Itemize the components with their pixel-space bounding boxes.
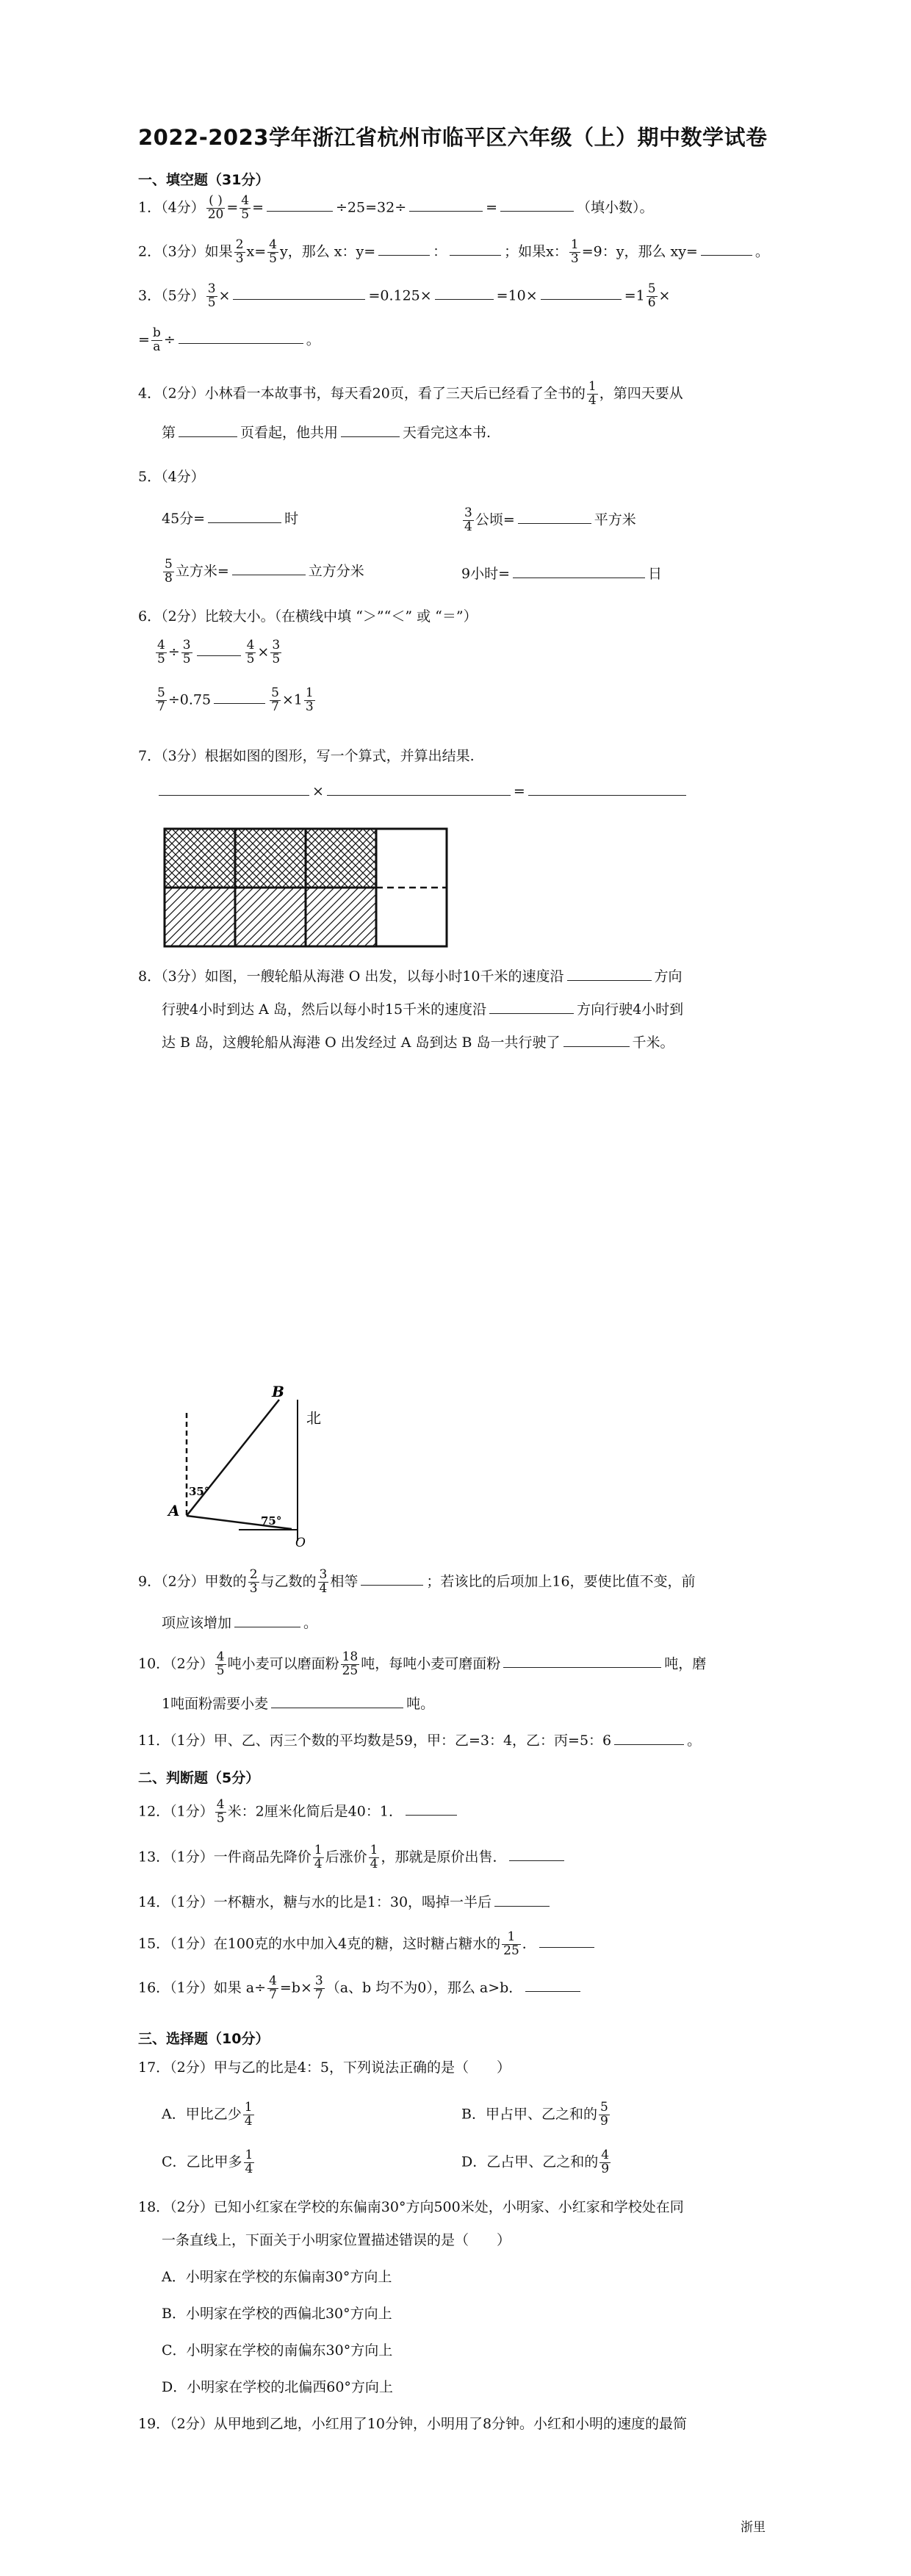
q18-option-C[interactable]: C．小明家在学校的南偏东30°方向上 bbox=[162, 2342, 393, 2359]
question-10: 10．（2分） $\frac{4}{5}$ 吨小麦可以磨面粉 $\frac{18}{25}$ 吨，每吨小麦可磨面粉 吨，磨 bbox=[138, 1649, 707, 1678]
question-9: 9．（2分）甲数的 $\frac{2}{3}$ 与乙数的 $\frac{3}{4}$ 相等 ；若该比的后项加上16，要使比值不变，前 bbox=[138, 1567, 696, 1596]
q18-option-B[interactable]: B．小明家在学校的西偏北30°方向上 bbox=[162, 2306, 392, 2322]
label-O: O bbox=[295, 1536, 306, 1550]
question-6: 6．（2分）比较大小。（在横线中填 “＞”“＜” 或 “＝”） bbox=[138, 608, 478, 625]
question-13: 13．（1分）一件商品先降价 $\frac{1}{4}$ 后涨价 $\frac{1}{4}$ ，那就是原价出售． bbox=[138, 1844, 567, 1871]
answer-blank[interactable] bbox=[494, 1896, 550, 1907]
q18-option-D[interactable]: D．小明家在学校的北偏西60°方向上 bbox=[162, 2379, 393, 2395]
question-4: 4．（2分）小林看一本故事书，每天看20页，看了三天后已经看了全书的 $\frac{1}{4}$ ，第四天要从 bbox=[138, 379, 683, 408]
answer-blank[interactable] bbox=[489, 1003, 574, 1014]
answer-blank[interactable] bbox=[563, 1036, 630, 1047]
q17-option-B[interactable]: B．甲占甲、乙之和的 $\frac{5}{9}$ bbox=[461, 2100, 608, 2129]
answer-blank[interactable] bbox=[541, 289, 622, 300]
answer-blank[interactable] bbox=[179, 333, 303, 344]
answer-blank[interactable] bbox=[509, 1850, 564, 1861]
question-11: 11．（1分）甲、乙、丙三个数的平均数是59，甲：乙=3：4，乙：丙=5：6 。 bbox=[138, 1733, 702, 1749]
answer-blank[interactable] bbox=[539, 1937, 594, 1948]
question-7: 7．（3分）根据如图的图形，写一个算式，并算出结果. bbox=[138, 748, 475, 764]
q17-option-D[interactable]: D．乙占甲、乙之和的 $\frac{4}{9}$ bbox=[461, 2148, 610, 2176]
q5-a: 45分= 时 bbox=[162, 511, 299, 527]
label-B: B bbox=[272, 1385, 284, 1400]
section-true-false: 二、判断题（5分） bbox=[138, 1770, 260, 1786]
section-multiple-choice: 三、选择题（10分） bbox=[138, 2031, 270, 2047]
answer-blank[interactable] bbox=[528, 785, 686, 796]
question-17: 17．（2分）甲与乙的比是4：5，下列说法正确的是（ ） bbox=[138, 2059, 511, 2076]
question-16: 16．（1分）如果 a÷ $\frac{4}{7}$ =b× $\frac{3}{7}$ （a、b 均不为0），那么 a>b． bbox=[138, 1975, 583, 2002]
answer-blank[interactable] bbox=[406, 1805, 457, 1816]
answer-blank[interactable] bbox=[450, 245, 501, 256]
answer-blank[interactable] bbox=[409, 201, 483, 212]
q18-option-A[interactable]: A．小明家在学校的东偏南30°方向上 bbox=[162, 2269, 392, 2285]
q17-option-A[interactable]: A．甲比乙少 $\frac{1}{4}$ bbox=[162, 2100, 253, 2129]
answer-blank[interactable] bbox=[327, 785, 511, 796]
question-19: 19．（2分）从甲地到乙地，小红用了10分钟，小明用了8分钟。小红和小明的速度的最简 bbox=[138, 2416, 688, 2432]
section-fill-in: 一、填空题（31分） bbox=[138, 172, 270, 188]
question-14: 14．（1分）一杯糖水，糖与水的比是1：30，喝掉一半后 bbox=[138, 1896, 552, 1910]
question-5: 5．（4分） bbox=[138, 469, 205, 485]
question-18: 18．（2分）已知小红家在学校的东偏南30°方向500米处，小明家、小红家和学校处在同 bbox=[138, 2199, 684, 2215]
question-8-line-2: 行驶4小时到达 A 岛，然后以每小时15千米的速度沿 方向行驶4小时到 bbox=[162, 1001, 684, 1018]
answer-blank[interactable] bbox=[234, 1616, 300, 1627]
question-12: 12．（1分） $\frac{4}{5}$ 米：2厘米化简后是40：1． bbox=[138, 1799, 460, 1826]
page-title: 2022-2023学年浙江省杭州市临平区六年级（上）期中数学试卷 bbox=[138, 125, 768, 150]
answer-blank[interactable] bbox=[361, 1575, 423, 1586]
question-18-line-2: 一条直线上，下面关于小明家位置描述错误的是（ ） bbox=[162, 2232, 511, 2248]
footer-watermark: 浙里 bbox=[741, 2520, 766, 2535]
answer-blank[interactable] bbox=[267, 201, 333, 212]
answer-blank[interactable] bbox=[232, 564, 306, 575]
answer-blank[interactable] bbox=[614, 1734, 684, 1745]
answer-blank[interactable] bbox=[159, 785, 309, 796]
q17-option-C[interactable]: C．乙比甲多 $\frac{1}{4}$ bbox=[162, 2148, 253, 2176]
answer-blank[interactable] bbox=[197, 645, 241, 656]
answer-blank[interactable] bbox=[513, 567, 645, 578]
answer-blank[interactable] bbox=[525, 1981, 580, 1992]
answer-blank[interactable] bbox=[701, 245, 752, 256]
q5-d: 9小时= 日 bbox=[461, 566, 663, 582]
q6-row-2: $\frac{5}{7}$ ÷0.75 $\frac{5}{7}$ ×1 $\frac{1}{3}$ bbox=[157, 686, 314, 714]
question-4-cont: 第 页看起，他共用 天看完这本书. bbox=[162, 425, 491, 441]
question-8-line-3: 达 B 岛，这艘轮船从海港 O 出发经过 A 岛到达 B 岛一共行驶了 千米。 bbox=[162, 1035, 674, 1051]
q8-navigation-figure bbox=[151, 1385, 334, 1554]
answer-blank[interactable] bbox=[378, 245, 430, 256]
question-8: 8．（3分）如图，一艘轮船从海港 O 出发，以每小时10千米的速度沿 方向 bbox=[138, 968, 683, 985]
answer-blank[interactable] bbox=[179, 426, 237, 437]
question-15: 15．（1分）在100克的水中加入4克的糖，这时糖占糖水的 $\frac{1}{25}$ ． bbox=[138, 1931, 597, 1958]
segment-AB bbox=[187, 1400, 279, 1516]
answer-blank[interactable] bbox=[341, 426, 400, 437]
answer-blank[interactable] bbox=[500, 201, 574, 212]
q7-grid-figure bbox=[157, 814, 453, 954]
answer-blank[interactable] bbox=[233, 289, 365, 300]
question-2: 2．（3分）如果 $\frac{2}{3}$ x= $\frac{4}{5}$ y，那么 x：y= ： ；如果x： $\frac{1}{3}$ =9：y，那么 xy= 。 bbox=[138, 237, 769, 266]
question-3: 3．（5分） $\frac{3}{5}$ × =0.125× =10× =1 $\frac{5}{6}$ × bbox=[138, 281, 671, 310]
label-north: 北 bbox=[306, 1409, 321, 1427]
answer-blank[interactable] bbox=[435, 289, 494, 300]
angle-35: 35° bbox=[189, 1485, 210, 1498]
q5-c: $\frac{5}{8}$ 立方米= 立方分米 bbox=[165, 557, 364, 586]
question-9-cont: 项应该增加 。 bbox=[162, 1615, 318, 1631]
answer-blank[interactable] bbox=[567, 970, 652, 981]
q7-formula: × = bbox=[156, 785, 689, 799]
question-3-cont: = $\frac{b}{a}$ ÷ 。 bbox=[138, 325, 320, 354]
answer-blank[interactable] bbox=[208, 512, 281, 523]
answer-blank[interactable] bbox=[271, 1697, 403, 1708]
label-A: A bbox=[168, 1502, 180, 1519]
angle-75: 75° bbox=[261, 1514, 282, 1528]
question-1: 1．（4分） $\frac{( )}{20}$ = $\frac{4}{5}$ = ÷25=32÷ = （填小数）。 bbox=[138, 193, 654, 222]
q6-row-1: $\frac{4}{5}$ ÷ $\frac{3}{5}$ $\frac{4}{5}$ × $\frac{3}{5}$ bbox=[157, 638, 281, 666]
q5-b: $\frac{3}{4}$ 公顷= 平方米 bbox=[464, 506, 636, 534]
crosshatch-region bbox=[165, 829, 376, 888]
answer-blank[interactable] bbox=[518, 513, 591, 524]
hatched-region bbox=[165, 888, 376, 946]
question-10-cont: 1吨面粉需要小麦 吨。 bbox=[162, 1696, 435, 1712]
answer-blank[interactable] bbox=[503, 1657, 661, 1668]
answer-blank[interactable] bbox=[214, 693, 265, 704]
